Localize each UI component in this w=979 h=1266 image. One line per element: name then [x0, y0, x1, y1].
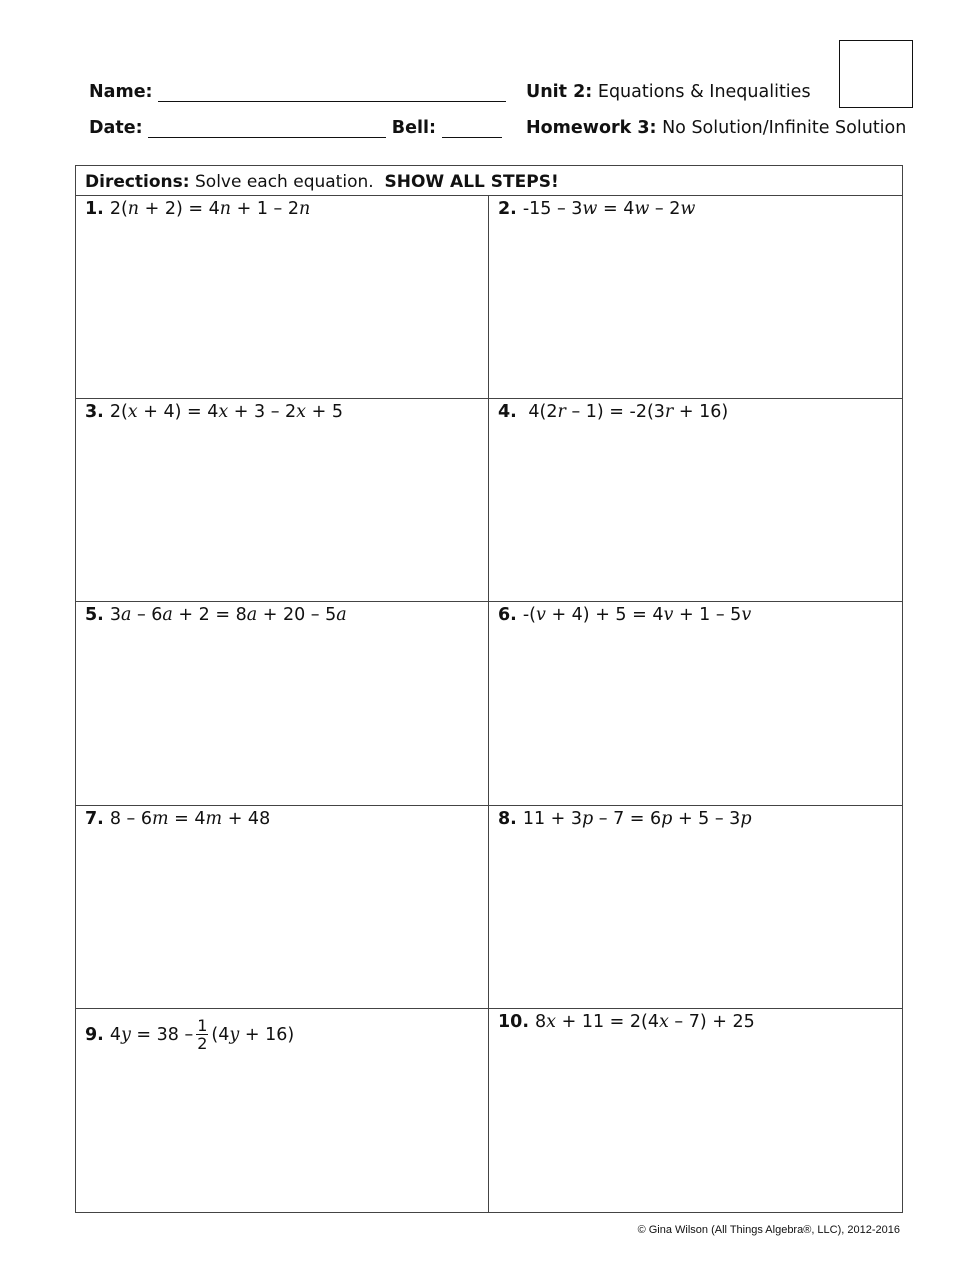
variable: p: [582, 808, 594, 829]
variable: v: [741, 605, 752, 626]
equation-text: (4: [211, 1024, 230, 1045]
equation-text: + 4) = 4: [137, 402, 219, 423]
problem-8-work-area[interactable]: [489, 806, 902, 1009]
problem-number: 4.: [498, 402, 517, 423]
problem-5-work-area[interactable]: [76, 602, 489, 805]
name-row: [89, 82, 506, 102]
problem-3-work-area[interactable]: [76, 399, 489, 602]
date-blank[interactable]: [148, 119, 386, 138]
variable: y: [229, 1024, 240, 1045]
variable: r: [664, 402, 674, 423]
name-label: Name:: [89, 82, 153, 102]
equation-text: + 2) = 4: [139, 199, 220, 219]
equation-text: + 2 = 8: [172, 605, 247, 626]
variable: v: [535, 605, 546, 626]
problem-equation: [498, 605, 893, 625]
variable: a: [336, 605, 347, 626]
homework-label: Homework 3:: [526, 118, 657, 138]
equation-text: 3: [109, 605, 121, 626]
fraction-denominator: 2: [197, 1034, 208, 1054]
variable: v: [663, 605, 674, 626]
variable: w: [634, 199, 650, 219]
equation-text: – 1) = -2(3: [565, 402, 665, 423]
problem-equation: [85, 1017, 479, 1053]
variable: n: [298, 199, 311, 219]
homework-name: No Solution/Infinite Solution: [662, 118, 907, 138]
problem-number: 6.: [498, 605, 517, 626]
equation-text: + 4) + 5 = 4: [545, 605, 664, 626]
equation-text: + 5 – 3: [672, 808, 741, 829]
unit-title: [526, 82, 811, 102]
problem-number: 3.: [85, 402, 104, 423]
equation-text: – 2: [649, 199, 681, 219]
unit-label: Unit 2:: [526, 82, 593, 102]
variable: m: [151, 808, 169, 829]
equation-right: [211, 1025, 294, 1045]
variable: m: [205, 808, 223, 829]
equation-text: + 48: [222, 808, 271, 829]
variable: p: [740, 808, 752, 829]
copyright: © Gina Wilson (All Things Algebra®, LLC), 2012-2016: [637, 1224, 900, 1236]
problem-10-work-area[interactable]: [489, 1009, 902, 1212]
problem-equation: [85, 199, 479, 219]
variable: x: [546, 1011, 557, 1032]
equation-text: = 4: [168, 808, 206, 829]
variable: a: [246, 605, 258, 626]
equation-text: 11 + 3: [522, 808, 583, 829]
equation-text: 4(2: [522, 402, 558, 423]
problem-equation: [498, 402, 893, 422]
problem-number: 2.: [498, 199, 517, 219]
variable: a: [120, 605, 132, 626]
equation-text: -(: [522, 605, 536, 626]
problem-7-work-area[interactable]: [76, 806, 489, 1009]
fraction-numerator: 1: [197, 1015, 208, 1035]
bell-label: Bell:: [391, 118, 436, 138]
directions: [76, 166, 902, 196]
variable: x: [296, 402, 307, 423]
unit-name: Equations & Inequalities: [597, 82, 811, 102]
problem-number: 5.: [85, 605, 104, 626]
problem-equation: [85, 605, 479, 625]
variable: x: [127, 402, 138, 423]
equation-text: – 7 = 6: [593, 808, 662, 829]
problem-4-work-area[interactable]: [489, 399, 902, 602]
equation-text: 8 – 6: [109, 808, 152, 829]
variable: r: [557, 402, 566, 423]
equation-text: 2(: [109, 199, 128, 219]
variable: y: [120, 1024, 131, 1045]
problem-number: 9.: [85, 1024, 104, 1045]
variable: w: [582, 199, 598, 219]
problem-number: 7.: [85, 808, 104, 829]
problem-number: 10.: [498, 1011, 530, 1032]
problem-equation: [498, 199, 893, 219]
equation-text: 8: [535, 1011, 547, 1032]
homework-title: [526, 118, 906, 138]
problem-6-work-area[interactable]: [489, 602, 902, 805]
bell-blank[interactable]: [442, 119, 502, 138]
problem-equation: [498, 809, 893, 829]
problem-2-work-area[interactable]: [489, 196, 902, 399]
problem-equation: [85, 809, 479, 829]
equation-text: + 16): [239, 1024, 295, 1045]
variable: w: [680, 199, 696, 219]
equation-text: – 6: [131, 605, 163, 626]
variable: p: [661, 808, 673, 829]
problem-equation: [85, 402, 479, 422]
problem-number: 8.: [498, 808, 517, 829]
fraction: [196, 1017, 208, 1053]
equation-text: 4: [109, 1024, 121, 1045]
equation-text: + 5: [306, 402, 343, 423]
problem-grid: [76, 196, 902, 1212]
equation-text: 2(: [109, 402, 128, 423]
equation-left: [110, 1025, 193, 1045]
date-row: [89, 118, 502, 138]
score-box[interactable]: [839, 40, 913, 108]
name-blank[interactable]: [158, 83, 506, 102]
directions-emphasis: SHOW ALL STEPS!: [384, 172, 559, 192]
equation-text: + 1 – 5: [673, 605, 742, 626]
problem-number: 1.: [85, 199, 104, 219]
variable: n: [127, 199, 140, 219]
variable: a: [162, 605, 173, 626]
equation-text: -15 – 3: [522, 199, 583, 219]
directions-text: Solve each equation.: [195, 172, 374, 192]
equation-text: + 1 – 2: [231, 199, 299, 219]
problem-1-work-area[interactable]: [76, 196, 489, 399]
problem-equation: [498, 1012, 893, 1032]
equation-text: + 20 – 5: [257, 605, 337, 626]
equation-text: = 38 –: [130, 1024, 194, 1045]
variable: x: [218, 402, 229, 423]
problem-9-work-area[interactable]: [76, 1009, 489, 1212]
variable: n: [219, 199, 232, 219]
directions-label: Directions:: [85, 172, 190, 192]
equation-text: + 16): [673, 402, 729, 423]
variable: x: [658, 1011, 669, 1032]
date-label: Date:: [89, 118, 143, 138]
equation-text: + 11 = 2(4: [556, 1011, 659, 1032]
equation-text: – 7) + 25: [668, 1011, 755, 1032]
worksheet: [75, 165, 903, 1213]
equation-text: + 3 – 2: [228, 402, 297, 423]
equation-text: = 4: [597, 199, 635, 219]
